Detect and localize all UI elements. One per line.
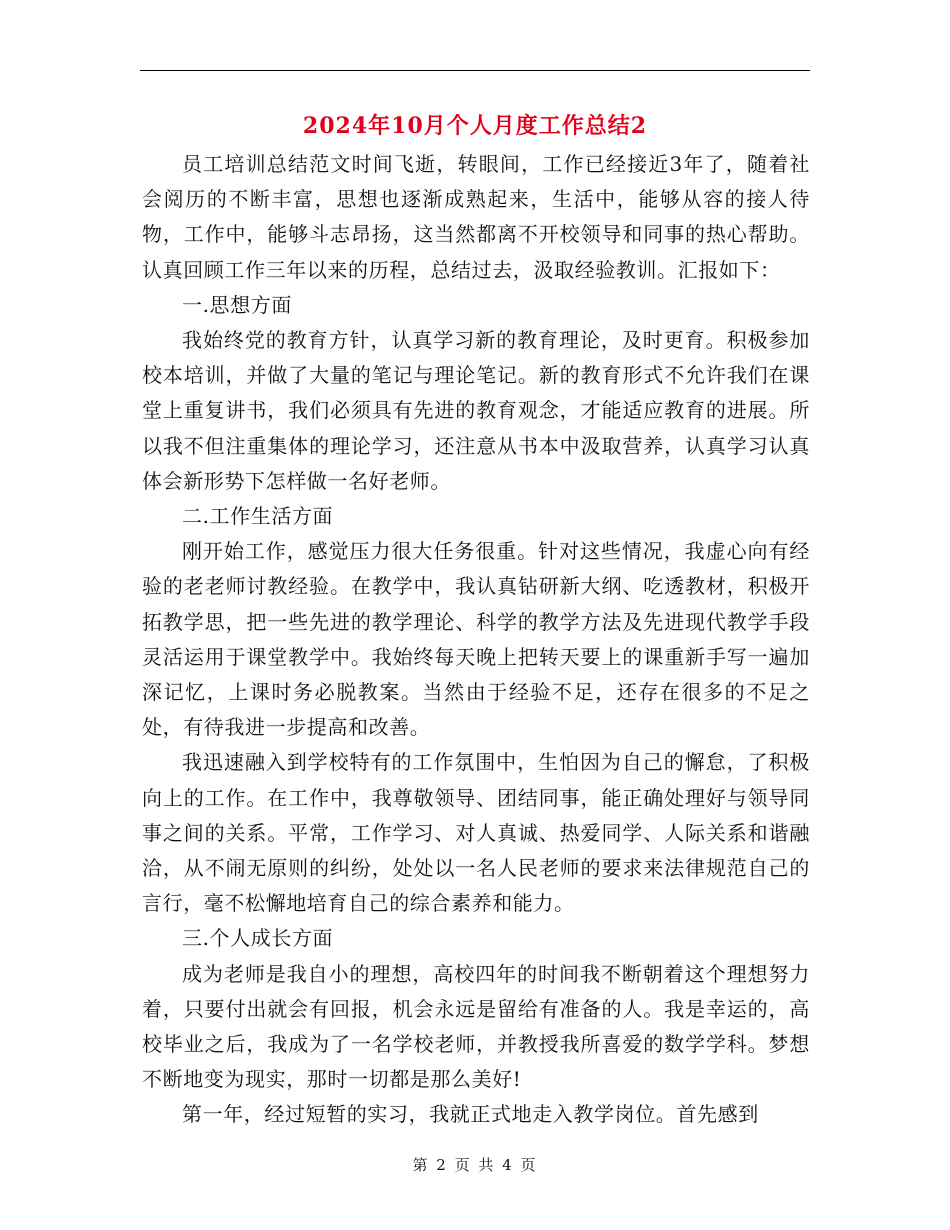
paragraph-intro: 员工培训总结范文时间飞逝，转眼间，工作已经接近3年了，随着社会阅历的不断丰富，思想也逐渐成熟起来，生活中，能够从容的接人待物，工作中，能够斗志昂扬，这当然都离不开校领导和同事的热心帮助。认真回顾工作三年以来的历程，总结过去，汲取经验教训。汇报如下： — [142, 152, 810, 282]
section-heading-work-life: 二.工作生活方面 — [182, 504, 334, 529]
paragraph-thought: 我始终党的教育方针，认真学习新的教育理论，及时更育。积极参加校本培训，并做了大量的笔记与理论笔记。新的教育形式不允许我们在课堂上重复讲书，我们必须具有先进的教育观念，才能适应教育的进展。所以我不但注重集体的理论学习，还注意从书本中汲取营养，认真学习认真体会新形势下怎样做一名好老师。 — [142, 328, 810, 493]
page-title: 2024年10月个人月度工作总结2 — [302, 113, 648, 139]
header-rule — [140, 70, 810, 71]
page-footer: 第 2 页 共 4 页 — [412, 1156, 538, 1174]
paragraph-growth-2: 第一年，经过短暂的实习，我就正式地走入教学岗位。首先感到 — [182, 1102, 759, 1127]
section-heading-thought: 一.思想方面 — [182, 292, 292, 317]
document-body — [142, 147, 810, 1133]
paragraph-work-life-2: 我迅速融入到学校特有的工作氛围中，生怕因为自己的懈怠，了积极向上的工作。在工作中，我尊敬领导、团结同事，能正确处理好与领导同事之间的关系。平常，工作学习、对人真诚、热爱同学、人际关系和谐融洽，从不闹无原则的纠纷，处处以一名人民老师的要求来法律规范自己的言行，毫不松懈地培育自己的综合素养和能力。 — [142, 750, 810, 916]
section-heading-growth: 三.个人成长方面 — [182, 926, 334, 951]
paragraph-growth-1: 成为老师是我自小的理想，高校四年的时间我不断朝着这个理想努力着，只要付出就会有回报，机会永远是留给有准备的人。我是幸运的，高校毕业之后，我成为了一名学校老师，并教授我所喜爱的数学学科。梦想不断地变为现实，那时一切都是那么美好! — [142, 961, 810, 1092]
paragraph-work-life-1: 刚开始工作，感觉压力很大任务很重。针对这些情况，我虚心向有经验的老老师讨教经验。在教学中，我认真钻研新大纲、吃透教材，积极开拓教学思，把一些先进的教学理论、科学的教学方法及先进现代教学手段灵活运用于课堂教学中。我始终每天晚上把转天要上的课重新手写一遍加深记忆，上课时务必脱教案。当然由于经验不足，还存在很多的不足之处，有待我进一步提高和改善。 — [142, 539, 810, 740]
